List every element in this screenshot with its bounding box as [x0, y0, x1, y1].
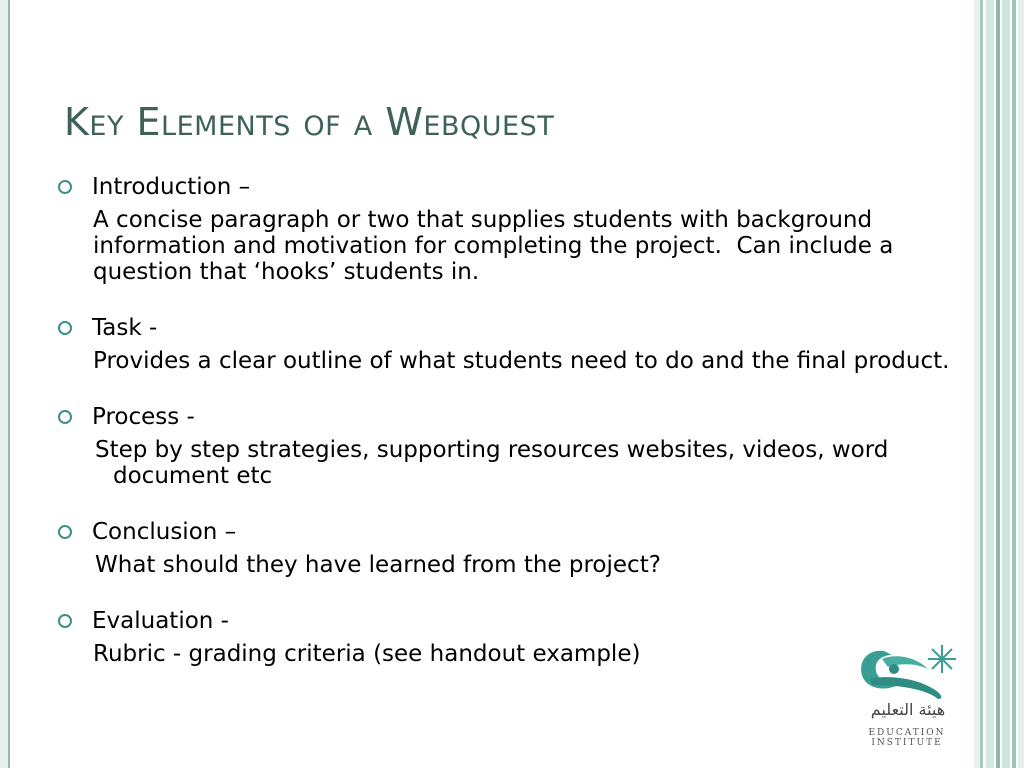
item-description: What should they have learned from the project?: [95, 552, 661, 578]
item-heading-row: [58, 402, 958, 432]
list-item: [58, 517, 958, 578]
item-description: A concise paragraph or two that supplies students with background information and motivation for completing the project. Can include a question that ‘hooks’ students in.: [93, 207, 901, 285]
stripe: [996, 0, 1000, 768]
left-border-decoration: [0, 0, 10, 768]
bullet-ring-icon: [58, 180, 72, 194]
bullet-ring-icon: [58, 614, 72, 628]
bullet-ring-icon: [58, 321, 72, 335]
item-heading: Conclusion –: [92, 519, 237, 545]
stripe: [986, 0, 994, 768]
item-heading: Evaluation -: [92, 608, 229, 634]
item-heading-row: [58, 606, 958, 636]
item-heading: Introduction –: [92, 174, 251, 200]
bullet-ring-icon: [58, 525, 72, 539]
slide-title: Key Elements of a Webquest: [64, 100, 555, 144]
logo-arabic-text: هيئة التعليم: [870, 700, 946, 719]
stripe: [1018, 0, 1024, 768]
logo-english-text: EDUCATION INSTITUTE: [868, 728, 946, 748]
list-item: [58, 313, 958, 374]
item-description: Provides a clear outline of what students need to do and the final product.: [93, 348, 950, 374]
item-heading: Task -: [92, 315, 158, 341]
item-description: Step by step strategies, supporting resources websites, videos, word document etc: [95, 437, 896, 489]
list-item: [58, 402, 958, 489]
stripe: [1002, 0, 1010, 768]
bullet-list: [58, 172, 958, 685]
item-heading-row: [58, 313, 958, 343]
stripe: [1012, 0, 1016, 768]
logo-swirl: [882, 656, 928, 669]
logo-dot: [889, 664, 899, 674]
list-item: [58, 606, 958, 667]
list-item: [58, 172, 958, 285]
item-heading: Process -: [92, 404, 195, 430]
bullet-ring-icon: [58, 410, 72, 424]
item-description: Rubric - grading criteria (see handout example): [93, 641, 641, 667]
item-heading-row: [58, 517, 958, 547]
item-heading-row: [58, 172, 958, 202]
logo-star: [928, 645, 956, 673]
